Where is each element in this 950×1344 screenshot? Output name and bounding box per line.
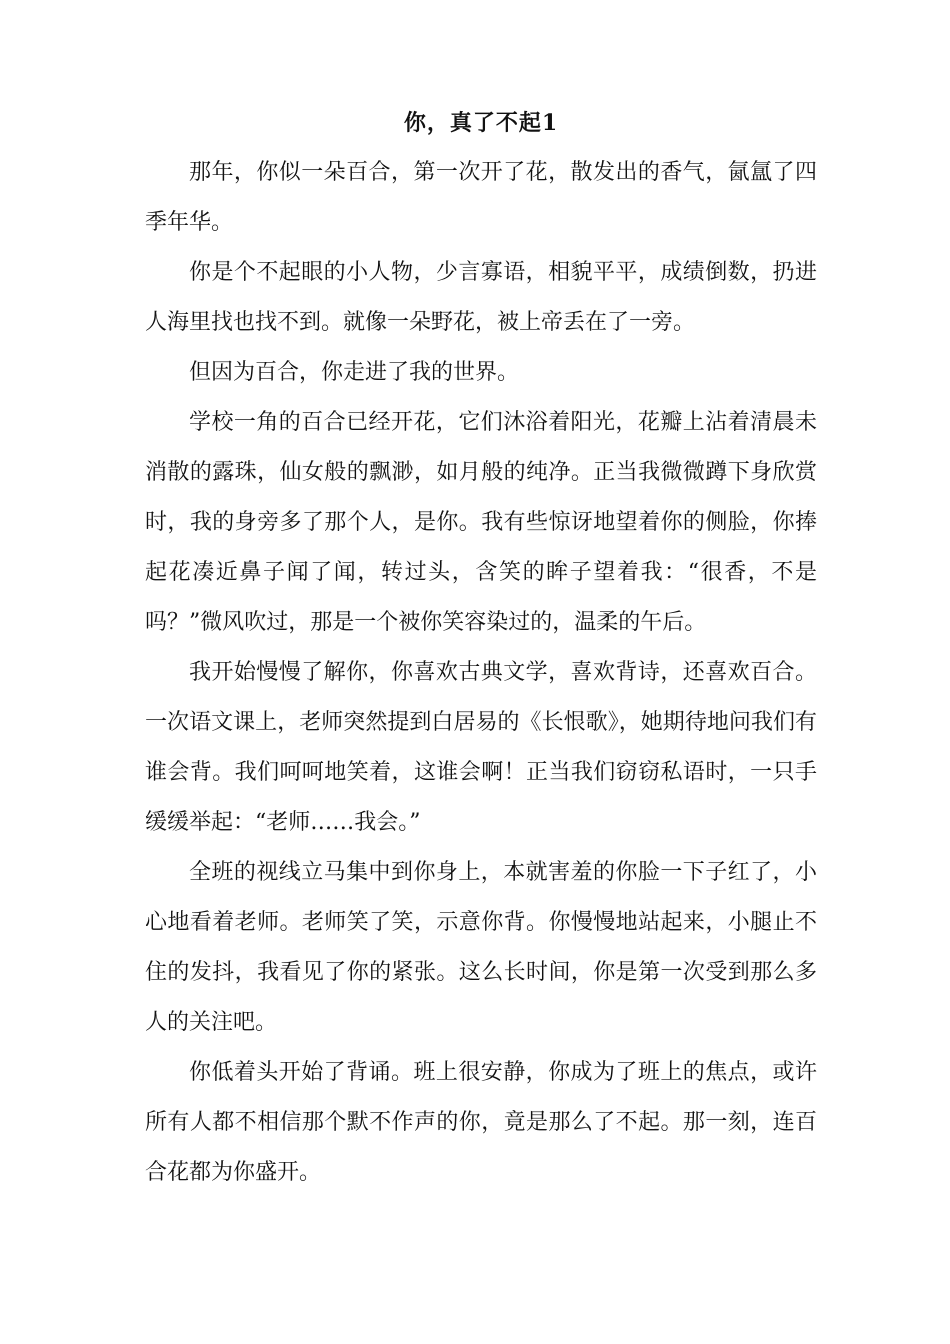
paragraph-4: 学校一角的百合已经开花，它们沐浴着阳光，花瓣上沾着清晨未消散的露珠，仙女般的飘渺，如月般的纯净。正当我微微蹲下身欣赏时，我的身旁多了那个人，是你。我有些惊讶地望着你的侧脸，你捧起花凑近鼻子闻了闻，转过头，含笑的眸子望着我：“很香，不是吗？”微风吹过，那是一个被你笑容染过的，温柔的午后。 [145,410,817,635]
paragraph-5: 我开始慢慢了解你，你喜欢古典文学，喜欢背诗，还喜欢百合。一次语文课上，老师突然提到白居易的《长恨歌》，她期待地问我们有谁会背。我们呵呵地笑着，这谁会啊！正当我们窃窃私语时，一只手缓缓举起：“老师……我会。” [145,660,817,835]
paragraph-2: 你是个不起眼的小人物，少言寡语，相貌平平，成绩倒数，扔进人海里找也找不到。就像一朵野花，被上帝丢在了一旁。 [145,260,817,335]
document-title: 你，真了不起1 [403,110,559,136]
paragraph-3: 但因为百合，你走进了我的世界。 [189,360,520,385]
document-body [145,98,817,1198]
paragraph-7: 你低着头开始了背诵。班上很安静，你成为了班上的焦点，或许所有人都不相信那个默不作声的你，竟是那么了不起。那一刻，连百合花都为你盛开。 [145,1060,817,1185]
paragraph-6: 全班的视线立马集中到你身上，本就害羞的你脸一下子红了，小心地看着老师。老师笑了笑，示意你背。你慢慢地站起来，小腿止不住的发抖，我看见了你的紧张。这么长时间，你是第一次受到那么多人的关注吧。 [145,860,817,1035]
paragraph-1: 那年，你似一朵百合，第一次开了花，散发出的香气，氤氲了四季年华。 [145,160,817,235]
